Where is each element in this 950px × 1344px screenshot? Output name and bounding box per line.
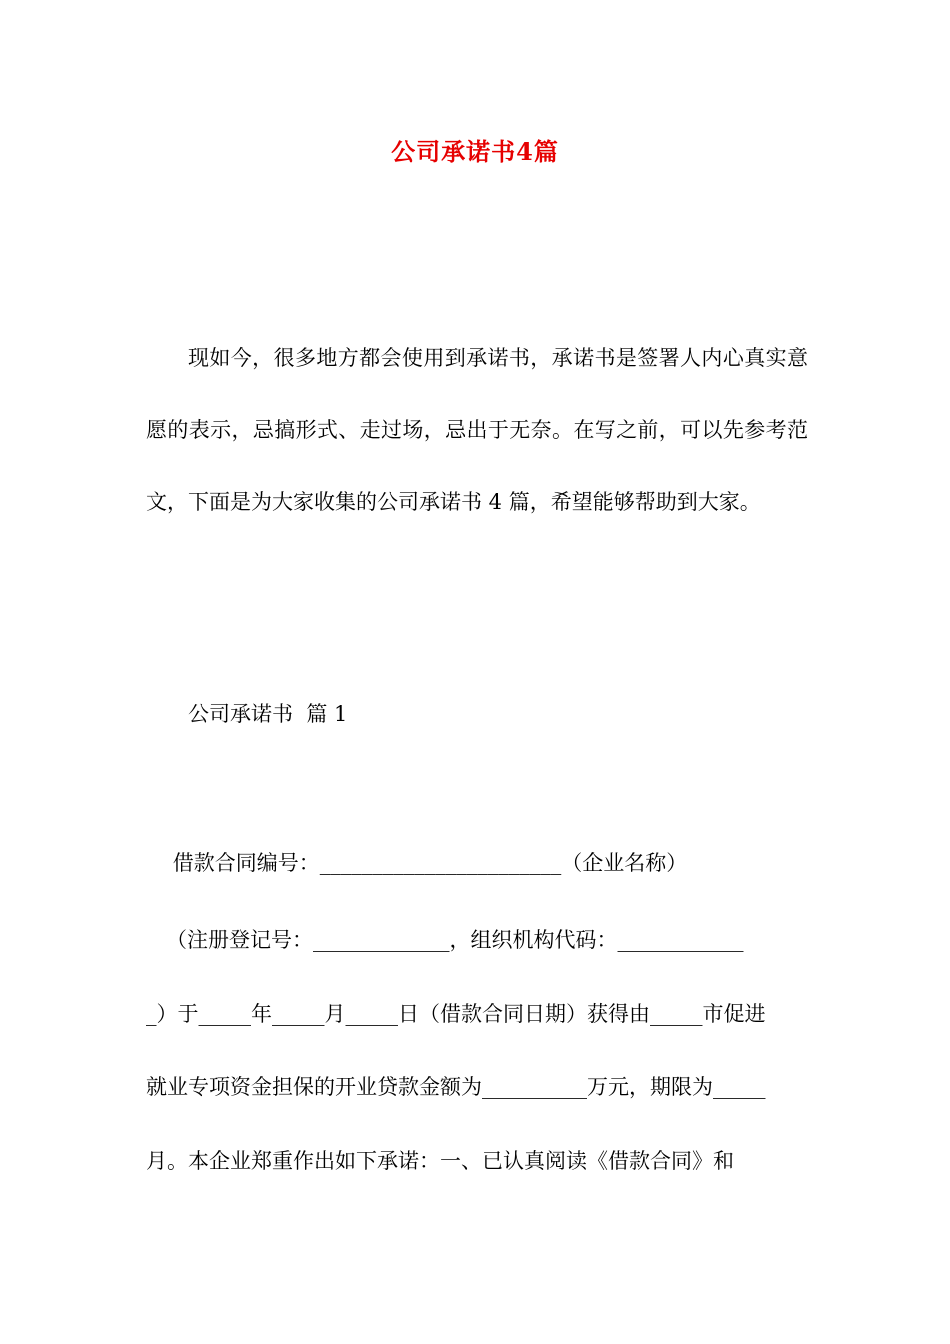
section-heading: 公司承诺书 篇 1 bbox=[188, 702, 348, 726]
contract-line-5: 月。本企业郑重作出如下承诺：一、已认真阅读《借款合同》和 bbox=[146, 1149, 734, 1173]
contract-line-3: _）于_____年_____月_____日（借款合同日期）获得由_____市促进 bbox=[146, 1002, 766, 1026]
intro-paragraph: 现如今，很多地方都会使用到承诺书，承诺书是签署人内心真实意愿的表示，忌搞形式、走过场，忌出于无奈。在写之前，可以先参考范文，下面是为大家收集的公司承诺书 4 篇，希望能够帮助到大家。 bbox=[146, 346, 808, 514]
contract-line-1: 借款合同编号：_______________________（企业名称） bbox=[146, 851, 688, 875]
document-title: 公司承诺书4篇 bbox=[391, 137, 559, 166]
contract-line-4: 就业专项资金担保的开业贷款金额为__________万元，期限为_____ bbox=[146, 1075, 766, 1099]
contract-line-2: （注册登记号：_____________，组织机构代码：____________ bbox=[146, 928, 744, 952]
